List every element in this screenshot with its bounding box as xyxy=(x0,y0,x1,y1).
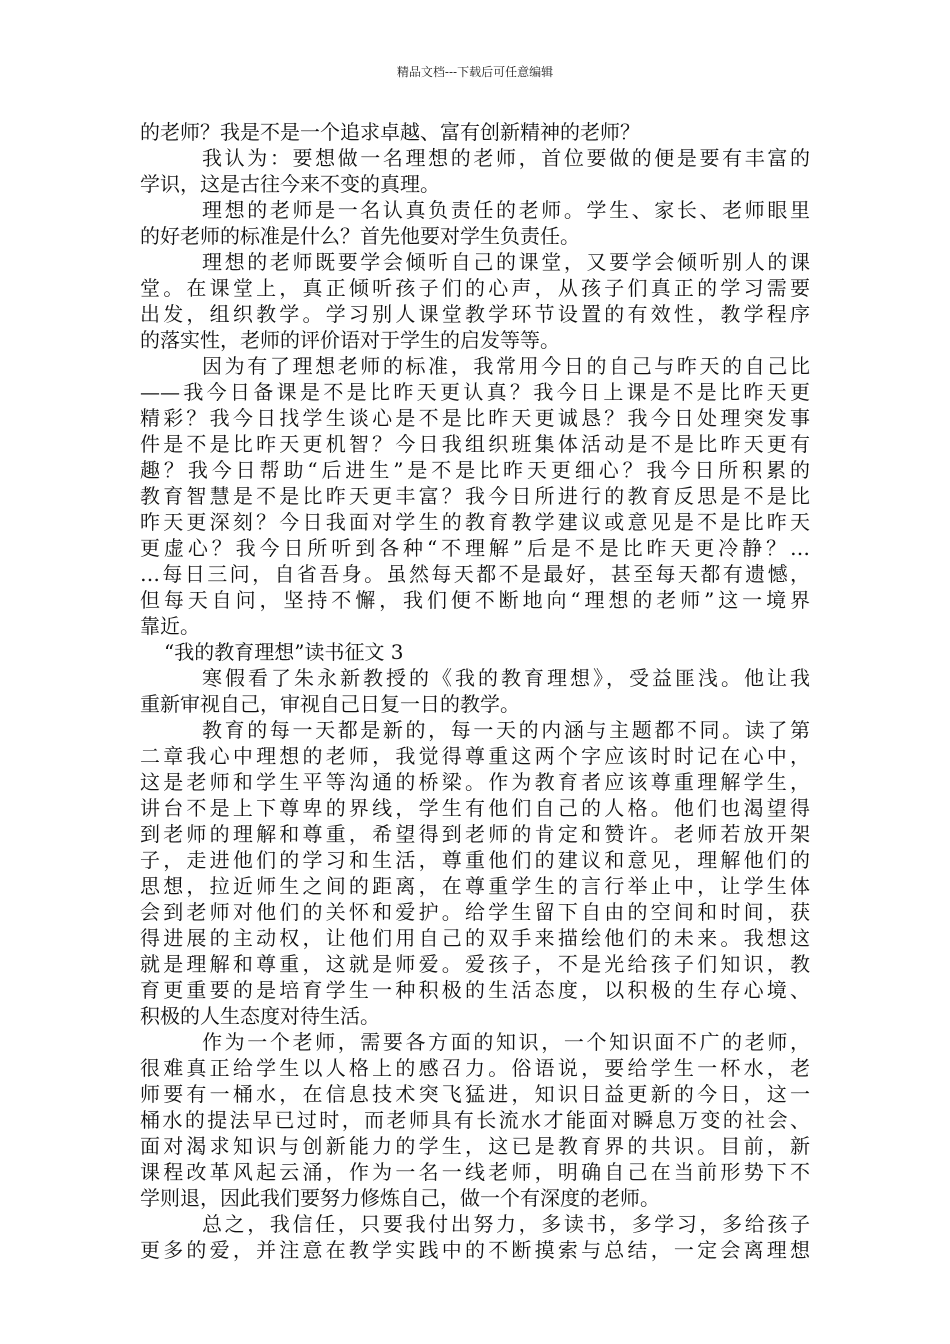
text-line: 二章我心中理想的老师，我觉得尊重这两个字应该时时记在心中， xyxy=(140,744,810,768)
text-line: 得进展的主动权，让他们用自己的双手来描绘他们的未来。我想这 xyxy=(140,926,810,950)
text-line: 件是不是比昨天更机智？今日我组织班集体活动是不是比昨天更有 xyxy=(140,432,810,456)
text-line: 昨天更深刻？今日我面对学生的教育教学建议或意见是不是比昨天 xyxy=(140,510,810,534)
text-line: 很难真正给学生以人格上的感召力。俗语说，要给学生一杯水，老 xyxy=(140,1056,810,1080)
text-line: 桶水的提法早已过时，而老师具有长流水才能面对瞬息万变的社会、 xyxy=(140,1108,810,1132)
text-line: 作为一个老师，需要各方面的知识，一个知识面不广的老师， xyxy=(202,1030,810,1054)
text-line: 的落实性，老师的评价语对于学生的启发等等。 xyxy=(140,328,560,352)
text-line: 课程改革风起云涌，作为一名一线老师，明确自己在当前形势下不 xyxy=(140,1160,810,1184)
text-line: 因为有了理想老师的标准，我常用今日的自己与昨天的自己比 xyxy=(202,354,810,378)
text-line: 这是老师和学生平等沟通的桥梁。作为教育者应该尊重理解学生， xyxy=(140,770,810,794)
text-line: 思想，拉近师生之间的距离，在尊重学生的言行举止中，让学生体 xyxy=(140,874,810,898)
text-line: 理想的老师既要学会倾听自己的课堂，又要学会倾听别人的课 xyxy=(202,250,810,274)
text-line: 趣？我今日帮助“后进生”是不是比昨天更细心？我今日所积累的 xyxy=(140,458,810,482)
text-line: 教育智慧是不是比昨天更丰富？我今日所进行的教育反思是不是比 xyxy=(140,484,810,508)
text-line: 学则退，因此我们要努力修炼自己，做一个有深度的老师。 xyxy=(140,1186,660,1210)
section-heading: “我的教育理想”读书征文 3 xyxy=(164,640,404,664)
text-line: 师要有一桶水，在信息技术突飞猛进，知识日益更新的今日，这一 xyxy=(140,1082,810,1106)
text-line: 寒假看了朱永新教授的《我的教育理想》，受益匪浅。他让我 xyxy=(202,666,810,690)
text-line: 但每天自问，坚持不懈，我们便不断地向“理想的老师”这一境界 xyxy=(140,588,810,612)
text-line: 更多的爱，并注意在教学实践中的不断摸索与总结，一定会离理想 xyxy=(140,1238,810,1262)
text-line: 会到老师对他们的关怀和爱护。给学生留下自由的空间和时间，获 xyxy=(140,900,810,924)
text-line: 的好老师的标准是什么？首先他要对学生负责任。 xyxy=(140,224,580,248)
text-line: 讲台不是上下尊卑的界线，学生有他们自己的人格。他们也渴望得 xyxy=(140,796,810,820)
text-line: 教育的每一天都是新的，每一天的内涵与主题都不同。读了第 xyxy=(202,718,810,742)
text-line: 重新审视自己，审视自己日复一日的教学。 xyxy=(140,692,520,716)
text-line: 到老师的理解和尊重，希望得到老师的肯定和赞许。老师若放开架 xyxy=(140,822,810,846)
text-line: 学识，这是古往今来不变的真理。 xyxy=(140,172,440,196)
document-body xyxy=(140,119,810,1263)
text-line: 积极的人生态度对待生活。 xyxy=(140,1004,380,1028)
text-line: 育更重要的是培育学生一种积极的生活态度，以积极的生存心境、 xyxy=(140,978,810,1002)
text-line: 靠近。 xyxy=(140,614,200,638)
text-line: 我认为：要想做一名理想的老师，首位要做的便是要有丰富的 xyxy=(202,146,810,170)
text-line: 子，走进他们的学习和生活，尊重他们的建议和意见，理解他们的 xyxy=(140,848,810,872)
page-header: 精品文档---下载后可任意编辑 xyxy=(396,65,554,79)
text-line: 出发，组织教学。学习别人课堂教学环节设置的有效性，教学程序 xyxy=(140,302,810,326)
text-line: 面对渴求知识与创新能力的学生，这已是教育界的共识。目前，新 xyxy=(140,1134,810,1158)
text-line: ——我今日备课是不是比昨天更认真？我今日上课是不是比昨天更 xyxy=(140,380,810,404)
text-line: 的老师？我是不是一个追求卓越、富有创新精神的老师？ xyxy=(140,120,640,144)
text-line: 更虚心？我今日所听到各种“不理解”后是不是比昨天更冷静？… xyxy=(140,536,810,560)
text-line: 就是理解和尊重，这就是师爱。爱孩子，不是光给孩子们知识，教 xyxy=(140,952,810,976)
text-line: 精彩？我今日找学生谈心是不是比昨天更诚恳？我今日处理突发事 xyxy=(140,406,810,430)
text-line: 堂。在课堂上，真正倾听孩子们的心声，从孩子们真正的学习需要 xyxy=(140,276,810,300)
text-line: 理想的老师是一名认真负责任的老师。学生、家长、老师眼里 xyxy=(202,198,810,222)
text-line: 总之，我信任，只要我付出努力，多读书，多学习，多给孩子 xyxy=(202,1212,810,1236)
text-line: …每日三问，自省吾身。虽然每天都不是最好，甚至每天都有遗憾， xyxy=(140,562,810,586)
